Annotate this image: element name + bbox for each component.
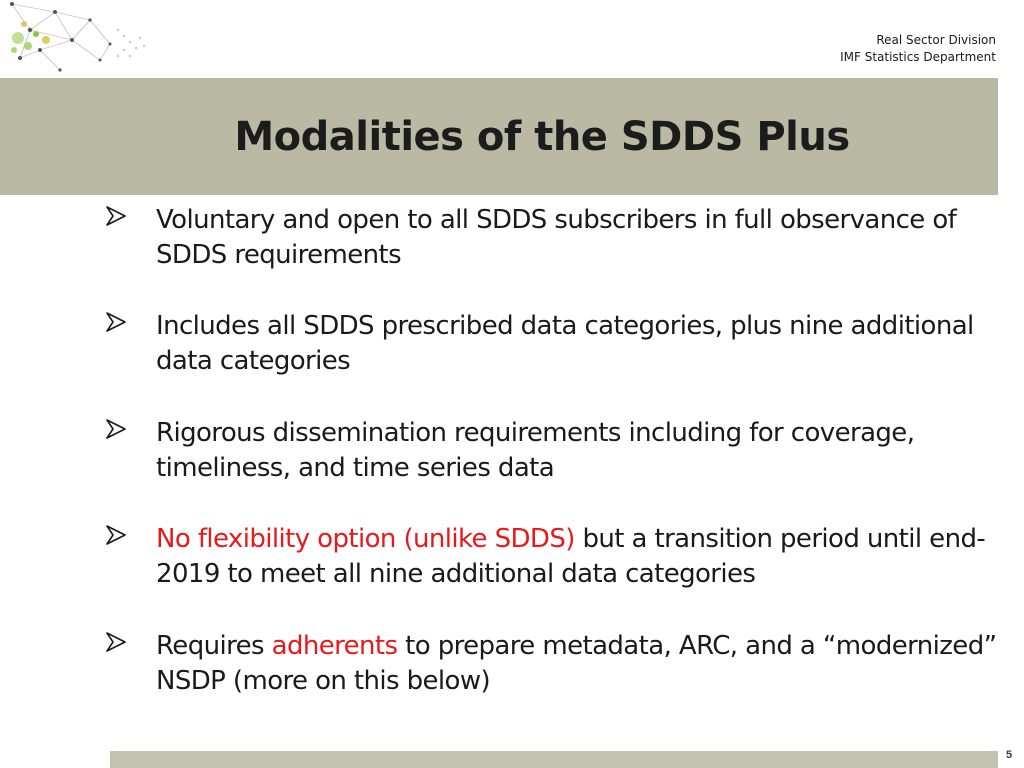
- bullet-text-post: to prepare metadata, ARC, and a “modernized” NSDP (more on this below): [156, 631, 997, 696]
- arrow-bullet-icon: [105, 631, 127, 653]
- highlighted-text: adherents: [271, 631, 398, 661]
- slide-title: Modalities of the SDDS Plus: [234, 113, 850, 160]
- bullet-text-rest: but a transition period until end-2019 to meet all nine additional data categories: [156, 524, 986, 589]
- bullet-text: [156, 629, 1006, 699]
- bullet-text: Includes all SDDS prescribed data categories, plus nine additional data categories: [156, 311, 974, 376]
- bullet-text: [156, 522, 1006, 592]
- footer-bar: [110, 751, 998, 768]
- highlighted-text: No flexibility option (unlike SDDS): [156, 524, 575, 554]
- department-header: [840, 32, 996, 66]
- division-label: Real Sector Division: [876, 33, 996, 47]
- page-number: 5: [1006, 749, 1013, 761]
- arrow-bullet-icon: [105, 311, 127, 333]
- bullet-text-pre: Requires: [156, 631, 272, 661]
- arrow-bullet-icon: [105, 205, 127, 227]
- arrow-bullet-icon: [105, 418, 127, 440]
- bullet-text: Voluntary and open to all SDDS subscribers in full observance of SDDS requirements: [156, 205, 957, 270]
- department-label: IMF Statistics Department: [840, 50, 996, 64]
- arrow-bullet-icon: [105, 524, 127, 546]
- bullet-text: Rigorous dissemination requirements including for coverage, timeliness, and time series data: [156, 418, 915, 483]
- network-nodes-logo: [0, 0, 150, 76]
